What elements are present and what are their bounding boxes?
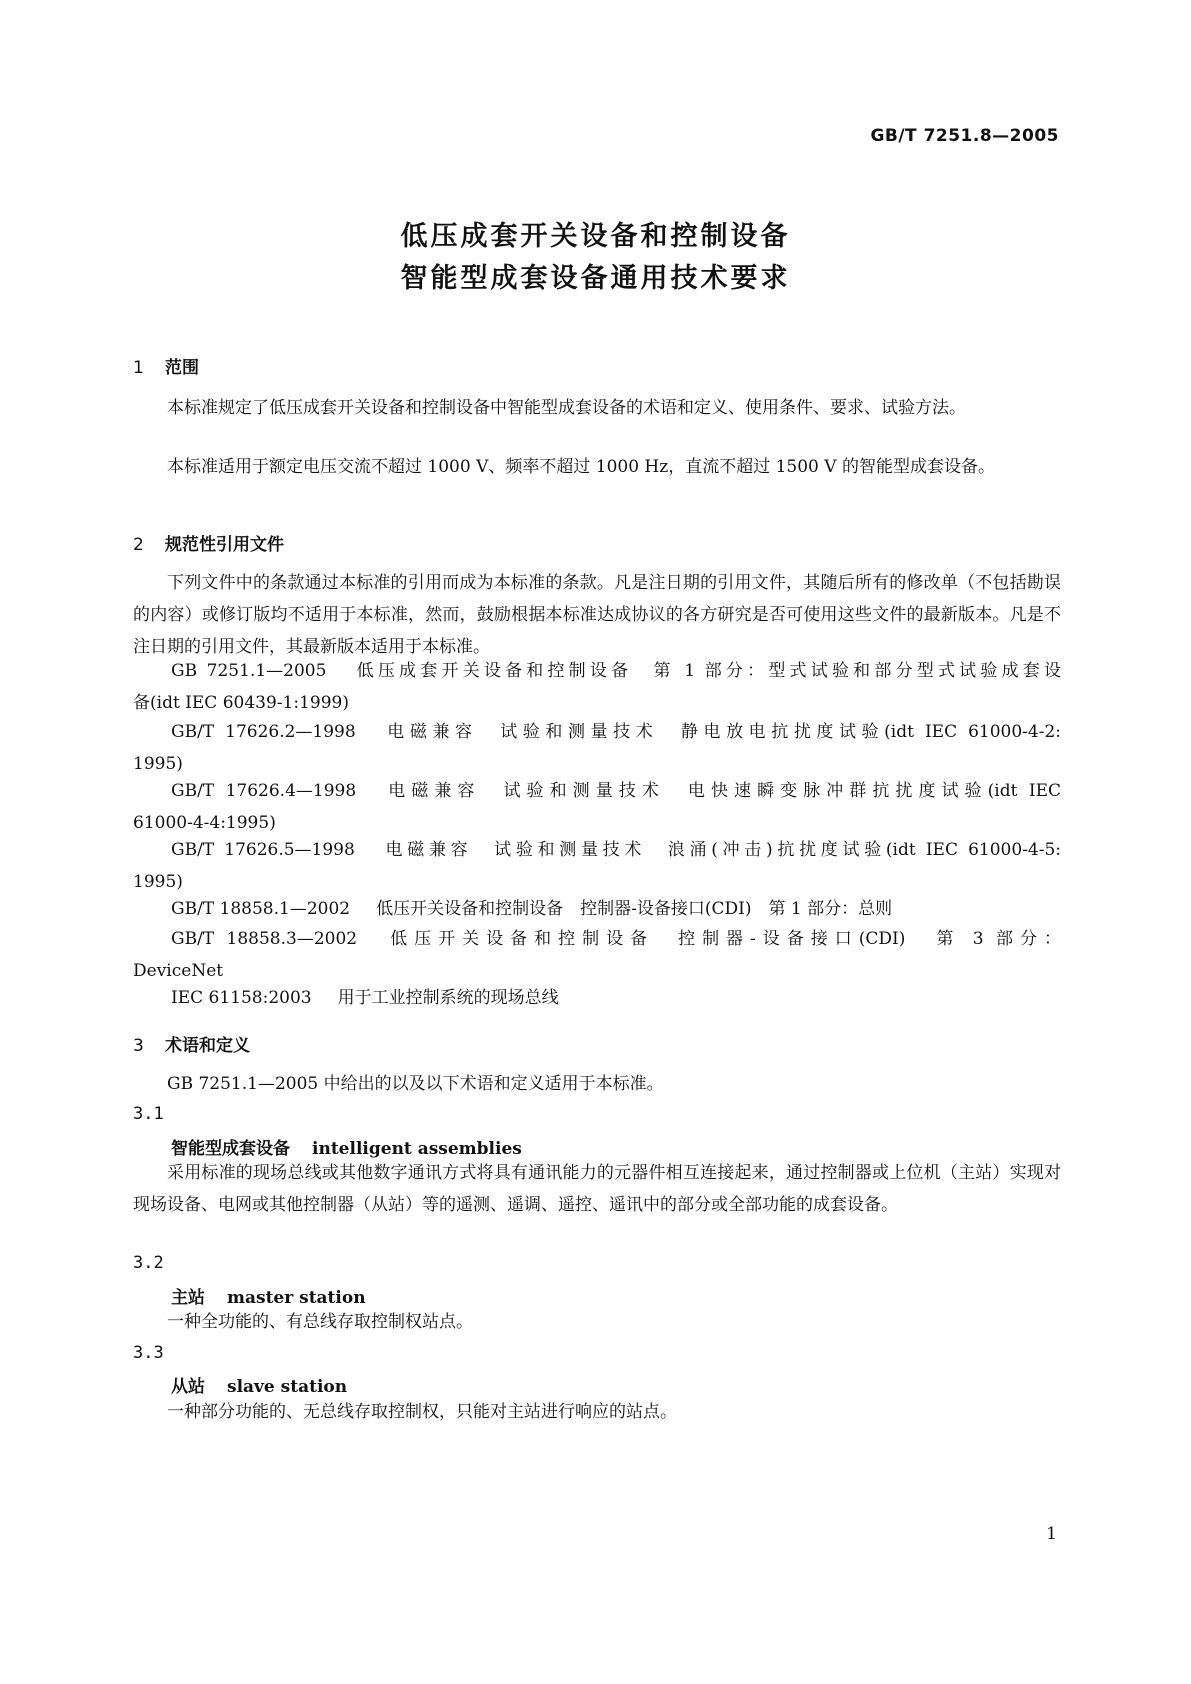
reference-continuation: 1995)	[133, 872, 183, 892]
reference-continuation: 备(idt IEC 60439-1:1999)	[133, 693, 349, 713]
term-definition: 采用标准的现场总线或其他数字通讯方式将具有通讯能力的元器件相互连接起来，通过控制器或上位机（主站）实现对现场设备、电网或其他控制器（从站）等的遥测、遥调、遥控、遥讯中的部分或全部功能的成套设备。	[133, 1163, 1061, 1215]
reference-continuation: DeviceNet	[133, 961, 224, 981]
section-1-paragraph-2: 本标准适用于额定电压交流不超过 1000 V、频率不超过 1000 Hz，直流不超过 1500 V 的智能型成套设备。	[167, 457, 995, 477]
section-3-intro: GB 7251.1—2005 中给出的以及以下术语和定义适用于本标准。	[167, 1074, 664, 1094]
section-number: 3	[133, 1036, 144, 1056]
reference-continuation: 61000-4-4:1995)	[133, 813, 276, 833]
section-2-intro: 下列文件中的条款通过本标准的引用而成为本标准的条款。凡是注日期的引用文件，其随后所有的修改单（不包括勘误的内容）或修订版均不适用于本标准，然而，鼓励根据本标准达成协议的各方研究是否可使用这些文件的最新版本。凡是不注日期的引用文件，其最新版本适用于本标准。	[133, 573, 1061, 657]
reference-continuation: 1995)	[133, 754, 183, 774]
reference-first-line: GB/T 17626.5—1998 电磁兼容 试验和测量技术 浪涌(冲击)抗扰度试验(idt IEC 61000-4-5:	[171, 840, 1061, 860]
reference-entry	[133, 716, 1061, 780]
page-number: 1	[1046, 1524, 1057, 1544]
reference-entry	[133, 655, 1061, 719]
section-1-heading	[133, 353, 199, 378]
section-3-heading	[133, 1031, 250, 1056]
section-title: 规范性引用文件	[165, 535, 284, 555]
reference-first-line: GB/T 17626.2—1998 电磁兼容 试验和测量技术 静电放电抗扰度试验(idt IEC 61000-4-2:	[171, 722, 1062, 742]
reference-entry: GB/T 18858.1—2002 低压开关设备和控制设备 控制器-设备接口(CDI) 第 1 部分：总则	[171, 899, 893, 919]
section-number: 1	[133, 358, 144, 378]
clause-number: 3.1	[133, 1104, 164, 1124]
reference-entry	[133, 775, 1061, 839]
section-2-heading	[133, 530, 284, 555]
term-heading: 主站 master station	[171, 1288, 366, 1308]
document-title-line-1: 低压成套开关设备和控制设备	[400, 221, 791, 252]
clause-number: 3.3	[133, 1343, 164, 1363]
reference-first-line: GB/T 17626.4—1998 电磁兼容 试验和测量技术 电快速瞬变脉冲群抗扰度试验(idt IEC	[171, 781, 1061, 801]
section-1-paragraph-1: 本标准规定了低压成套开关设备和控制设备中智能型成套设备的术语和定义、使用条件、要求、试验方法。	[167, 398, 966, 418]
section-number: 2	[133, 535, 144, 555]
standard-code: GB/T 7251.8—2005	[870, 126, 1059, 146]
reference-entry	[133, 834, 1061, 898]
term-heading: 智能型成套设备 intelligent assemblies	[171, 1139, 522, 1159]
reference-first-line: GB 7251.1—2005 低压成套开关设备和控制设备 第 1 部分：型式试验和部分型式试验成套设	[171, 661, 1061, 681]
clause-number: 3.2	[133, 1253, 164, 1273]
document-title-line-2: 智能型成套设备通用技术要求	[400, 263, 791, 294]
reference-first-line: GB/T 18858.3—2002 低压开关设备和控制设备 控制器-设备接口(CDI) 第 3 部分：	[171, 929, 1062, 949]
term-definition: 一种全功能的、有总线存取控制权站点。	[167, 1312, 473, 1332]
term-definition: 一种部分功能的、无总线存取控制权，只能对主站进行响应的站点。	[167, 1402, 677, 1422]
reference-entry: IEC 61158:2003 用于工业控制系统的现场总线	[171, 988, 559, 1008]
section-title: 范围	[165, 358, 199, 378]
reference-entry	[133, 923, 1061, 987]
term-heading: 从站 slave station	[171, 1377, 348, 1397]
section-title: 术语和定义	[165, 1036, 250, 1056]
